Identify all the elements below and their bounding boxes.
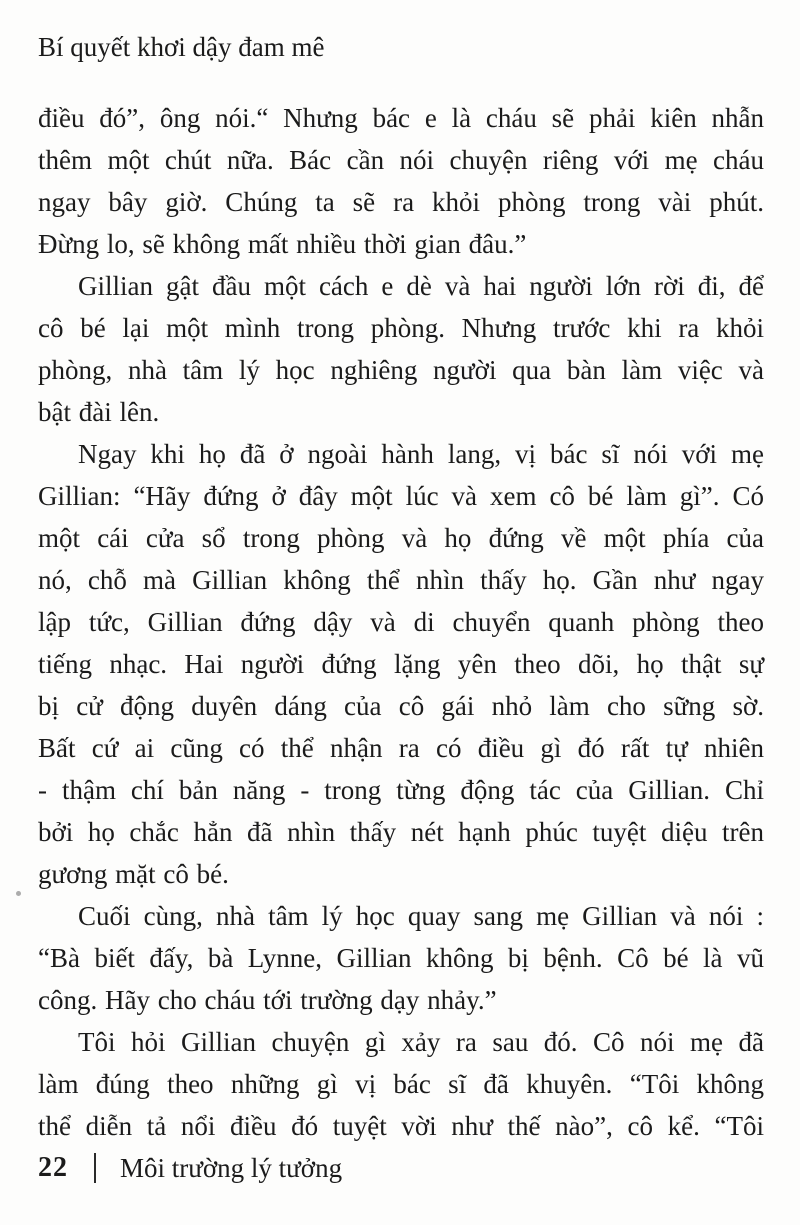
text-line: một cái cửa sổ trong phòng và họ đứng về một phía của (38, 523, 764, 553)
text-line: nó, chỗ mà Gillian không thể nhìn thấy họ. Gần như ngay (38, 565, 764, 595)
text-line: bởi họ chắc hẳn đã nhìn thấy nét hạnh phúc tuyệt diệu trên (38, 817, 764, 847)
text-line: lập tức, Gillian đứng dậy và di chuyển quanh phòng theo (38, 607, 764, 637)
text-line: Gillian gật đầu một cách e dè và hai người lớn rời đi, để (78, 271, 764, 301)
text-line: Cuối cùng, nhà tâm lý học quay sang mẹ Gillian và nói : (78, 901, 764, 931)
text-line: - thậm chí bản năng - trong từng động tác của Gillian. Chỉ (38, 775, 764, 805)
text-line: Bất cứ ai cũng có thể nhận ra có điều gì đó rất tự nhiên (38, 733, 764, 763)
text-line: gương mặt cô bé. (38, 859, 229, 889)
chapter-title: Môi trường lý tưởng (120, 1152, 343, 1183)
footer-divider (94, 1153, 96, 1183)
text-line: ngay bây giờ. Chúng ta sẽ ra khỏi phòng trong vài phút. (38, 187, 764, 217)
text-line: “Bà biết đấy, bà Lynne, Gillian không bị bệnh. Cô bé là vũ (38, 943, 764, 973)
text-line: Gillian: “Hãy đứng ở đây một lúc và xem cô bé làm gì”. Có (38, 481, 764, 511)
scan-artifact-dot (16, 891, 21, 896)
text-line: điều đó”, ông nói.“ Nhưng bác e là cháu sẽ phải kiên nhẫn (38, 103, 764, 133)
text-line: Tôi hỏi Gillian chuyện gì xảy ra sau đó. Cô nói mẹ đã (78, 1027, 764, 1057)
running-header: Bí quyết khơi dậy đam mê (38, 32, 325, 62)
text-line: phòng, nhà tâm lý học nghiêng người qua bàn làm việc và (38, 355, 764, 385)
text-line: bị cử động duyên dáng của cô gái nhỏ làm cho sững sờ. (38, 691, 764, 721)
text-line: công. Hãy cho cháu tới trường dạy nhảy.” (38, 985, 497, 1015)
page-number: 22 (38, 1152, 68, 1183)
text-line: Đừng lo, sẽ không mất nhiều thời gian đâu.” (38, 229, 527, 259)
page-body (38, 97, 764, 1147)
text-line: thể diễn tả nổi điều đó tuyệt vời như thế nào”, cô kể. “Tôi (38, 1111, 764, 1141)
text-line: cô bé lại một mình trong phòng. Nhưng trước khi ra khỏi (38, 313, 764, 343)
text-line: bật đài lên. (38, 397, 160, 427)
text-line: làm đúng theo những gì vị bác sĩ đã khuyên. “Tôi không (38, 1069, 764, 1099)
text-line: thêm một chút nữa. Bác cần nói chuyện riêng với mẹ cháu (38, 145, 764, 175)
text-line: Ngay khi họ đã ở ngoài hành lang, vị bác sĩ nói với mẹ (78, 439, 764, 469)
text-line: tiếng nhạc. Hai người đứng lặng yên theo dõi, họ thật sự (38, 649, 764, 679)
page-footer (38, 1152, 342, 1184)
